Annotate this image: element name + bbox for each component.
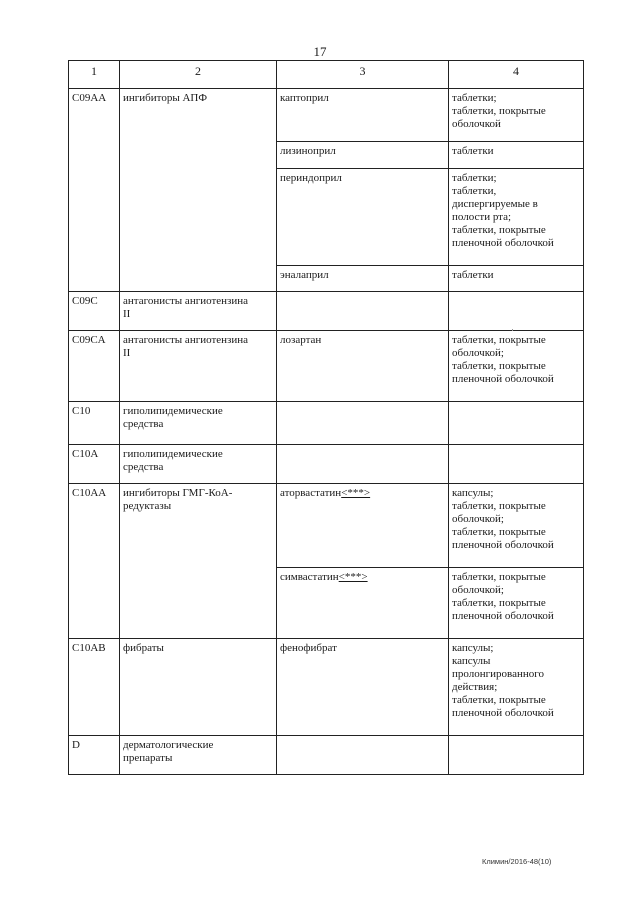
drug-cell: лизиноприл [277, 142, 449, 169]
drug-table [68, 60, 584, 775]
group-cell: антагонисты ангиотензина II [120, 331, 277, 402]
table-header-row [69, 61, 584, 89]
forms-cell: таблетки; таблетки, диспергируемые в полости рта; таблетки, покрытые пленочной оболочкой [449, 169, 584, 266]
drug-cell [277, 292, 449, 331]
group-cell: гиполипидемические средства [120, 402, 277, 445]
table-row [69, 445, 584, 484]
atc-code-cell: C09C [69, 292, 120, 331]
forms-cell: таблетки; таблетки, покрытые оболочкой [449, 89, 584, 142]
scan-speck [512, 329, 513, 331]
atc-code-cell: C10A [69, 445, 120, 484]
drug-name: аторвастатин [280, 487, 342, 499]
forms-cell [449, 402, 584, 445]
atc-code-cell: C09AA [69, 89, 120, 292]
forms-cell: капсулы; таблетки, покрытые оболочкой; таблетки, покрытые пленочной оболочкой [449, 484, 584, 568]
drug-cell: периндоприл [277, 169, 449, 266]
forms-cell: таблетки [449, 266, 584, 292]
page-number: 17 [313, 44, 327, 59]
header-col-3: 3 [277, 61, 449, 89]
table-row [69, 292, 584, 331]
forms-cell: таблетки [449, 142, 584, 169]
footnote-link[interactable]: <***> [341, 487, 371, 499]
drug-cell [277, 484, 449, 568]
atc-code-cell: C10 [69, 402, 120, 445]
drug-cell: лозартан [277, 331, 449, 402]
group-cell: ингибиторы АПФ [120, 89, 277, 292]
drug-cell [277, 568, 449, 639]
drug-cell [277, 445, 449, 484]
forms-cell [449, 736, 584, 775]
drug-cell: каптоприл [277, 89, 449, 142]
header-col-1: 1 [69, 61, 120, 89]
drug-name: симвастатин [280, 571, 339, 583]
table-row [69, 331, 584, 402]
drug-cell [277, 402, 449, 445]
drug-cell [277, 736, 449, 775]
header-col-4: 4 [449, 61, 584, 89]
table-row [69, 402, 584, 445]
table-row [69, 736, 584, 775]
table-row [69, 484, 584, 568]
header-col-2: 2 [120, 61, 277, 89]
atc-code-cell: C10AB [69, 639, 120, 736]
atc-code-cell: C09CA [69, 331, 120, 402]
group-cell: дерматологические препараты [120, 736, 277, 775]
forms-cell [449, 292, 584, 331]
forms-cell: таблетки, покрытые оболочкой; таблетки, покрытые пленочной оболочкой [449, 568, 584, 639]
forms-cell: капсулы; капсулы пролонгированного действия; таблетки, покрытые пленочной оболочкой [449, 639, 584, 736]
forms-cell [449, 445, 584, 484]
atc-code-cell: C10AA [69, 484, 120, 639]
table-row [69, 639, 584, 736]
atc-code-cell: D [69, 736, 120, 775]
group-cell: ингибиторы ГМГ-КоА- редуктазы [120, 484, 277, 639]
document-footer-code: Климин/2016-48(10) [482, 857, 552, 866]
drug-cell: эналаприл [277, 266, 449, 292]
group-cell: антагонисты ангиотензина II [120, 292, 277, 331]
table-row [69, 89, 584, 142]
forms-cell: таблетки, покрытые оболочкой; таблетки, покрытые пленочной оболочкой [449, 331, 584, 402]
group-cell: фибраты [120, 639, 277, 736]
drug-cell: фенофибрат [277, 639, 449, 736]
footnote-link[interactable]: <***> [338, 571, 368, 583]
group-cell: гиполипидемические средства [120, 445, 277, 484]
